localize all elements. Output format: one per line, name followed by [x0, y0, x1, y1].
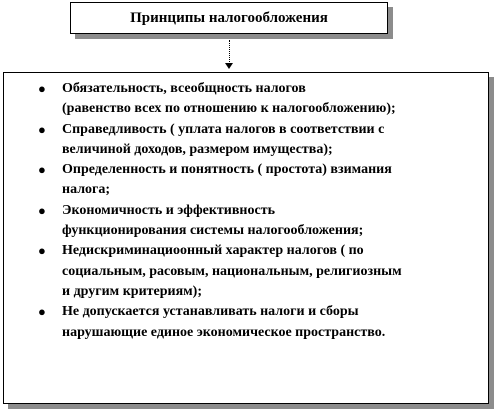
principle-item: [4, 120, 488, 161]
principle-text-line: социальным, расовым, национальным, религиозным: [62, 263, 402, 279]
principle-text-line: налога;: [62, 182, 111, 198]
principle-text-line: Не допускается устанавливать налоги и сборы: [62, 304, 359, 320]
principle-text-line: Недискриминациоонный характер налогов ( по: [62, 243, 364, 259]
principle-text-line: (равенство всех по отношению к налогообложению);: [62, 101, 396, 117]
arrow-down-icon: [225, 63, 233, 69]
bullet-icon: ●: [38, 202, 46, 218]
principle-text-line: Определенность и понятность ( простота) взимания: [62, 162, 392, 178]
principle-text-line: функционирования системы налогообложения;: [62, 223, 364, 239]
connector-line: [229, 40, 230, 64]
principle-text-line: величиной доходов, размером имущества);: [62, 141, 333, 157]
principle-item: [4, 160, 488, 201]
bullet-icon: ●: [38, 81, 46, 96]
principle-text-line: Обязательность, всеобщность налогов: [62, 81, 306, 96]
bullet-icon: ●: [38, 304, 46, 320]
principle-item: [4, 302, 488, 343]
principle-item: [4, 201, 488, 242]
principle-text-line: Экономичность и эффективность: [62, 202, 275, 218]
principles-list: [4, 73, 488, 343]
diagram-title: Принципы налогообложения: [130, 9, 328, 26]
bullet-icon: ●: [38, 121, 46, 137]
principle-text-line: Справедливость ( уплата налогов в соответствии с: [62, 121, 385, 137]
principles-box: [3, 72, 489, 404]
title-box: [70, 2, 388, 34]
principle-text-line: и другим критериям);: [62, 283, 203, 299]
principle-item: [4, 79, 488, 120]
principle-item: [4, 241, 488, 302]
bullet-icon: ●: [38, 162, 46, 178]
bullet-icon: ●: [38, 243, 46, 259]
principle-text-line: нарушающие единое экономическое пространство.: [62, 324, 386, 340]
